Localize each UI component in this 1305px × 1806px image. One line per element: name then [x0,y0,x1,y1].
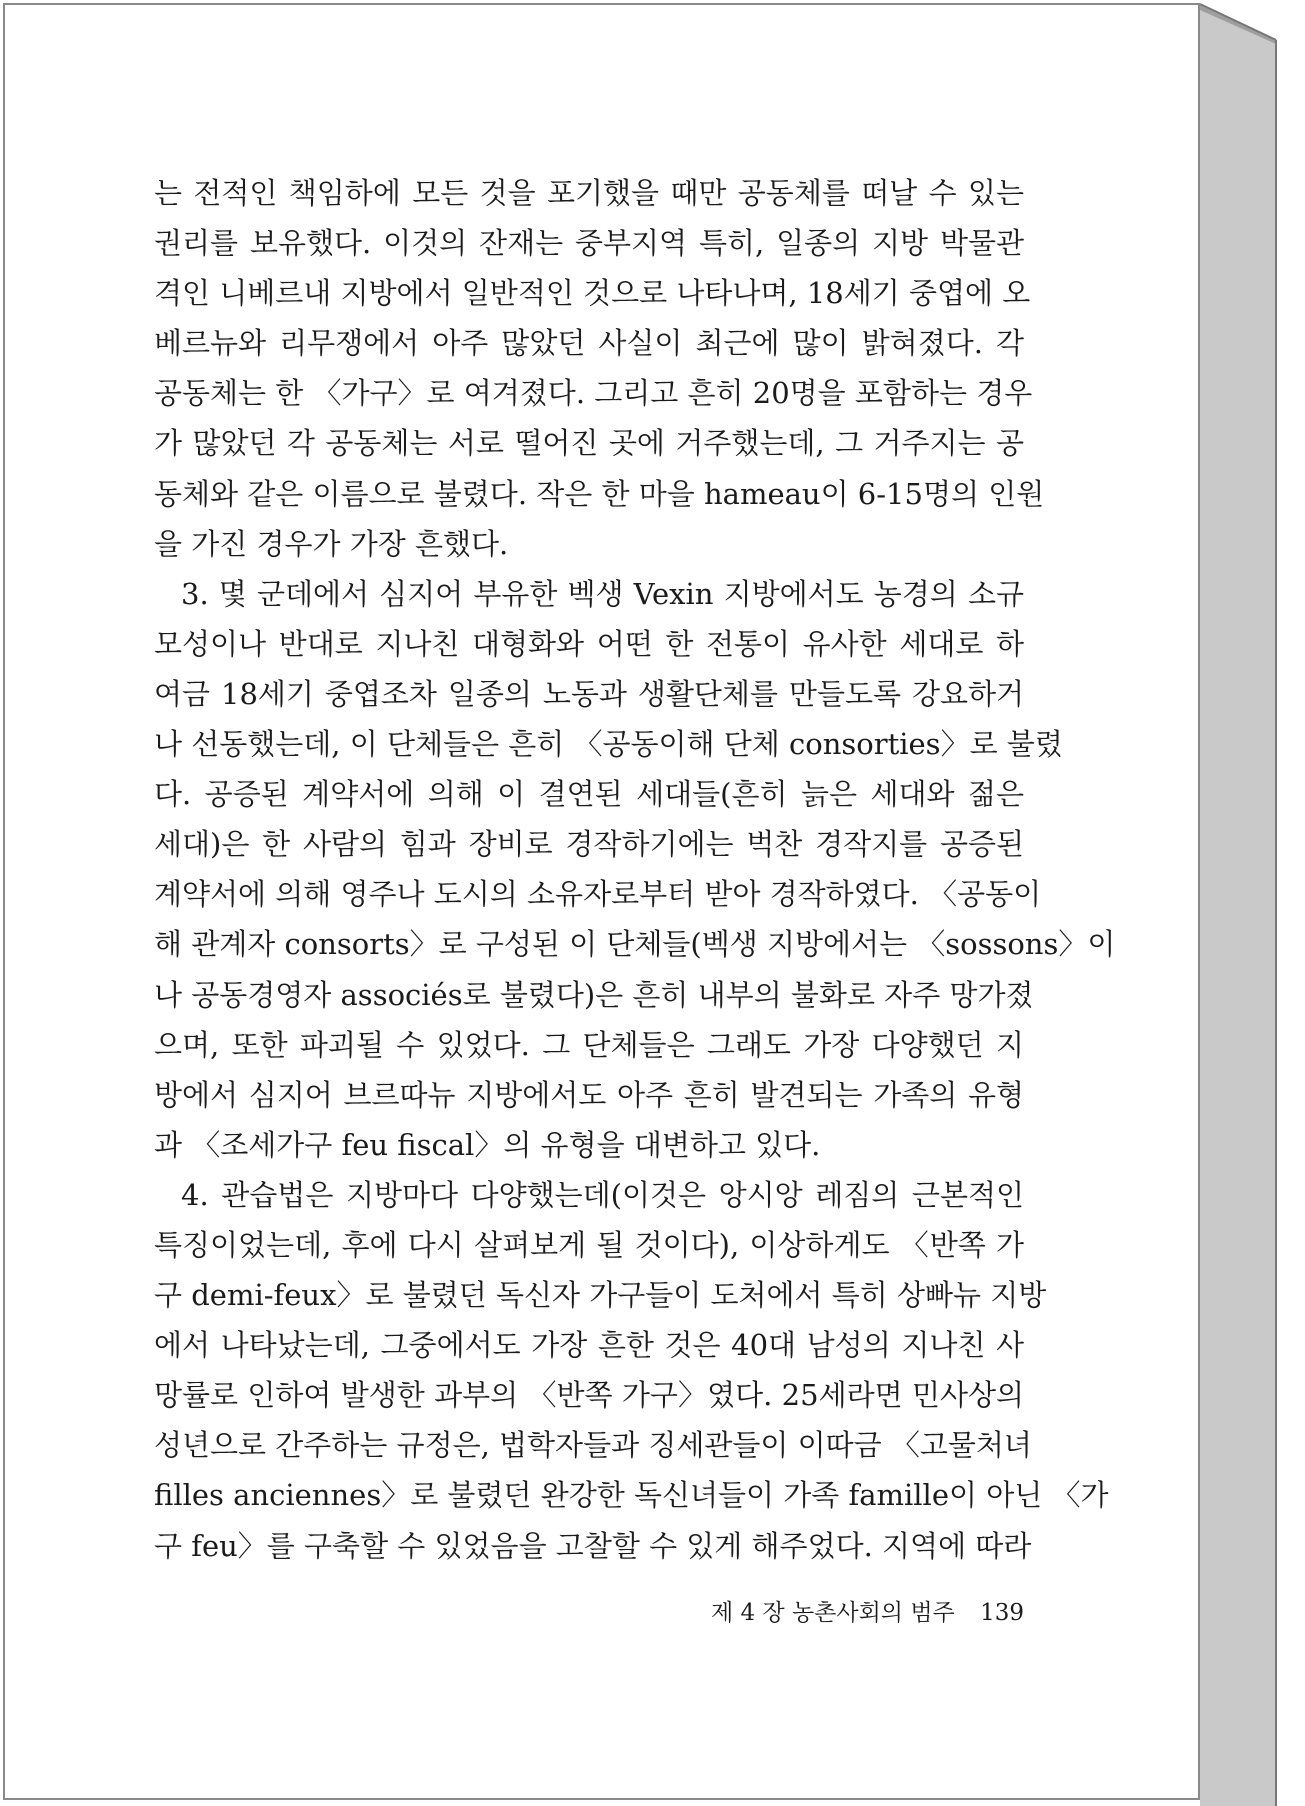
text-line: 4. 관습법은 지방마다 다양했는데(이것은 앙시앙 레짐의 근본적인 [181,1177,1024,1212]
page-number: 139 [980,1600,1024,1626]
text-line: filles anciennes〉로 불렸던 완강한 독신녀들이 가족 famille이 아닌 〈가 [154,1478,1109,1513]
running-header-chapter: 제 4 장 농촌사회의 범주 [710,1600,955,1626]
text-line: 성년으로 간주하는 규정은, 법학자들과 징세관들이 이따금 〈고물처녀 [154,1428,1032,1463]
text-line: 을 가진 경우가 가장 흔했다. [154,526,509,561]
text-line: 망률로 인하여 발생한 과부의 〈반쪽 가구〉였다. 25세라면 민사상의 [154,1378,1024,1413]
text-line: 여금 18세기 중엽조차 일종의 노동과 생활단체를 만들도록 강요하거 [154,676,1024,711]
text-line: 모성이나 반대로 지나친 대형화와 어떤 한 전통이 유사한 세대로 하 [154,626,1024,661]
text-line: 동체와 같은 이름으로 불렸다. 작은 한 마을 hameau이 6-15명의 인원 [154,476,1045,511]
text-line: 계약서에 의해 영주나 도시의 소유자로부터 받아 경작하였다. 〈공동이 [154,877,1042,912]
text-line: 나 선동했는데, 이 단체들은 흔히 〈공동이해 단체 consorties〉로 불렸 [154,727,1063,762]
text-line: 격인 니베르내 지방에서 일반적인 것으로 나타나며, 18세기 중엽에 오 [154,276,1031,311]
text-line: 나 공동경영자 associés로 불렸다)은 흔히 내부의 불화로 자주 망가졌 [154,977,1034,1012]
text-line: 해 관계자 consorts〉로 구성된 이 단체들(벡생 지방에서는 〈sossons〉이 [154,927,1116,962]
text-line: 구 demi-feux〉로 불렸던 독신자 가구들이 도처에서 특히 상빠뉴 지방 [154,1278,1047,1313]
text-line: 에서 나타났는데, 그중에서도 가장 흔한 것은 40대 남성의 지나친 사 [154,1328,1024,1363]
text-line: 과 〈조세가구 feu fiscal〉의 유형을 대변하고 있다. [154,1127,821,1162]
body-text [154,168,1116,1571]
text-line: 세대)은 한 사람의 힘과 장비로 경작하기에는 벅찬 경작지를 공증된 [154,827,1024,862]
text-line: 다. 공증된 계약서에 의해 이 결연된 세대들(흔히 늙은 세대와 젊은 [154,777,1024,812]
text-line: 권리를 보유했다. 이것의 잔재는 중부지역 특히, 일종의 지방 박물관 [154,226,1024,261]
text-line: 공동체는 한 〈가구〉로 여겨졌다. 그리고 흔히 20명을 포함하는 경우 [154,376,1033,411]
text-line: 는 전적인 책임하에 모든 것을 포기했을 때만 공동체를 떠날 수 있는 [154,176,1024,210]
text-line: 가 많았던 각 공동체는 서로 떨어진 곳에 거주했는데, 그 거주지는 공 [154,426,1024,461]
text-line: 베르뉴와 리무쟁에서 아주 많았던 사실이 최근에 많이 밝혀졌다. 각 [154,326,1024,361]
text-line: 방에서 심지어 브르따뉴 지방에서도 아주 흔히 발견되는 가족의 유형 [154,1077,1024,1112]
page-footer [600,1593,1024,1633]
text-line: 특징이었는데, 후에 다시 살펴보게 될 것이다), 이상하게도 〈반쪽 가 [154,1227,1024,1262]
text-line: 으며, 또한 파괴될 수 있었다. 그 단체들은 그래도 가장 다양했던 지 [154,1027,1024,1062]
text-line: 구 feu〉를 구축할 수 있었음을 고찰할 수 있게 해주었다. 지역에 따라 [154,1528,1032,1563]
text-line: 3. 몇 군데에서 심지어 부유한 벡생 Vexin 지방에서도 농경의 소규 [181,576,1024,611]
